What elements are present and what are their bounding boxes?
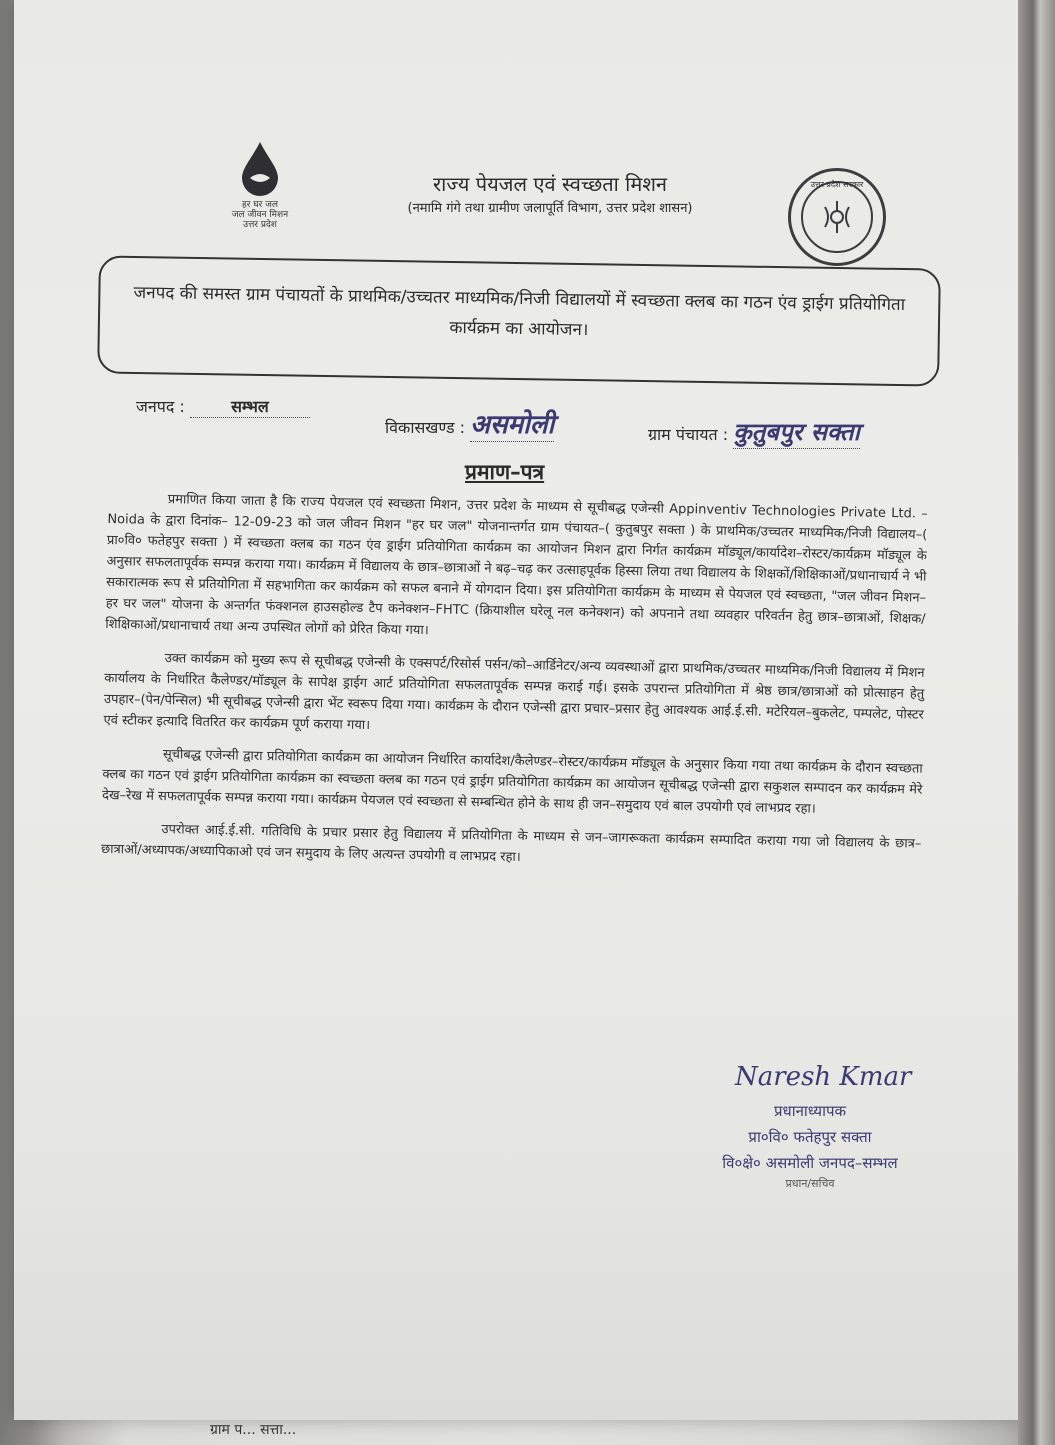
header-subtitle: (नमामि गंगे तथा ग्रामीण जलापूर्ति विभाग, उत्तर प्रदेश शासन) bbox=[407, 201, 693, 216]
body-paragraph-3: सूचीबद्ध एजेन्सी द्वारा प्रतियोगिता कार्यक्रम का आयोजन निर्धारित कार्यादेश/कैलेण्डर–रोस्टर/कार्यक्रम मॉड्यूल के अनुसार किया गया तथा कार्यक्रम के दौरान स्वच्छता क्लब का गठन एवं ड्राईग प्रतियोगिता कार्यक्रम का स्वच्छता क्लब का गठन एवं ड्राईग प्रतियोगिता कार्यक्रम का आयोजन सूचीबद्ध एजेन्सी द्वारा सकुशल सम्पादन कर कार्यक्रम मेरे देख–रेख में सफलतापूर्वक सम्पन्न कराया गया। कार्यक्रम पेयजल एवं स्वच्छता से सम्बन्धित होने के साथ ही जन–समुदाय एवं बाल उपयोगी एवं लाभप्रद रहा। bbox=[101, 747, 923, 817]
panchayat-label: ग्राम पंचायत : bbox=[648, 425, 729, 444]
block-value: असमोली bbox=[470, 405, 554, 442]
certificate-body bbox=[101, 488, 928, 888]
up-government-seal bbox=[788, 168, 886, 266]
background-edge bbox=[1018, 0, 1055, 1445]
logo-line-2: जल जीवन मिशन bbox=[231, 210, 289, 220]
stamp-footer: प्रधान/सचिव bbox=[785, 1177, 835, 1190]
panchayat-field bbox=[648, 415, 860, 449]
seal-text: उत्तर प्रदेश सरकार bbox=[810, 180, 864, 189]
emblem-icon bbox=[801, 181, 873, 253]
stamp-designation: प्रधानाध्यापक bbox=[773, 1102, 847, 1120]
headmaster-stamp bbox=[670, 1098, 950, 1192]
underlying-page-text: ग्राम प... सत्ता... bbox=[210, 1422, 297, 1438]
har-ghar-jal-logo bbox=[215, 140, 305, 230]
district-field bbox=[136, 395, 310, 418]
district-label: जनपद : bbox=[136, 397, 185, 416]
district-value: सम्भल bbox=[231, 397, 269, 416]
block-label: विकासखण्ड : bbox=[385, 418, 466, 437]
body-paragraph-1: प्रमाणित किया जाता है कि राज्य पेयजल एवं स्वच्छता मिशन, उत्तर प्रदेश के माध्यम से सूचीबद्ध एजेन्सी Appinventiv Technologies Private Ltd. – Noida के द्वारा दिनांक– 12-09-23 को जल जीवन मिशन "हर घर जल" योजनान्तर्गत ग्राम पंचायत–( कुतुबपुर सक्ता ) के प्राथमिक/उच्चतर माध्यमिक/निजी विद्यालय–( प्रा०वि० फतेहपुर सक्ता ) में स्वच्छता क्लब का गठन एंव ड्राईग प्रतियोगिता कार्यक्रम का आयोजन मिशन द्वारा निर्गत कार्यक्रम मॉड्यूल/कार्यादेश–रोस्टर/कार्यक्रम मॉड्यूल के अनुसार सफलतापूर्वक सम्पन्न कराया गया। कार्यक्रम में विद्यालय के छात्र–छात्राओं ने बढ़–चढ़ कर उत्साहपूर्वक हिस्सा लिया तथा विद्यालय के शिक्षकों/शिक्षिकाओं/प्रधानाचार्य ने भी सकारात्मक रूप से प्रतियोगिता में सहभागिता कर कार्यक्रम को सफल बनाने में योगदान दिया। इस प्रतियोगिता कार्यक्रम के माध्यम से पेयजल एवं स्वच्छता, "जल जीवन मिशन–हर घर जल" योजना के अन्तर्गत फंक्शनल हाउसहोल्ड टैप कनेक्शन–FHTC (क्रियाशील घरेलू नल कनेक्शन) को अपनाने तथा व्यवहार परिवर्तन हेतु छात्र–छात्राओं, शिक्षक/शिक्षिकाओं/प्रधानाचार्य तथा अन्य उपस्थित लोगों को प्रेरित किया गया। bbox=[105, 492, 928, 639]
handwritten-signature: Naresh Kmar bbox=[735, 1062, 912, 1092]
header-title: राज्य पेयजल एवं स्वच्छता मिशन bbox=[432, 172, 668, 196]
subject-banner bbox=[97, 255, 941, 386]
banner-text: जनपद की समस्त ग्राम पंचायतों के प्राथमिक/उच्चतर माध्यमिक/निजी विद्यालयों में स्वच्छता क्लब का गठन एंव ड्राईग प्रतियोगिता कार्यक्रम का आयोजन। bbox=[133, 282, 906, 341]
logo-line-3: उत्तर प्रदेश bbox=[243, 220, 277, 230]
body-paragraph-4: उपरोक्त आई.ई.सी. गतिविधि के प्रचार प्रसार हेतु विद्यालय में प्रतियोगिता के माध्यम से जन–जागरूकता कार्यक्रम सम्पादित कराया गया जो विद्यालय के छात्र–छात्राओं/अध्यापक/अध्यापिकाओ एवं जन समुदाय के लिए अत्यन्त उपयोगी व लाभप्रद रहा। bbox=[100, 822, 922, 865]
stamp-school: प्रा०वि० फतेहपुर सक्ता bbox=[748, 1128, 872, 1146]
stamp-location: वि०क्षे० असमोली जनपद–सम्भल bbox=[722, 1154, 898, 1172]
logo-line-1: हर घर जल bbox=[242, 200, 278, 210]
water-drop-icon bbox=[236, 140, 284, 196]
block-field bbox=[385, 405, 554, 442]
certificate-title: प्रमाण–पत्र bbox=[465, 460, 545, 484]
panchayat-value: कुतुबपुर सक्ता bbox=[733, 415, 860, 449]
body-paragraph-2: उक्त कार्यक्रम को मुख्य रूप से सूचीबद्ध एजेन्सी के एक्सपर्ट/रिसोर्स पर्सन/को–आर्डिनेटर/अन्य व्यवस्थाओं द्वारा प्राथमिक/उच्चतर माध्यमिक/निजी विद्यालय में मिशन कार्यालय के निर्धारित कैलेण्डर/मॉड्यूल के सापेक्ष ड्राईग आर्ट प्रतियोगिता सफलतापूर्वक सम्पन्न कराई गई। इसके उपरान्त प्रतियोगिता में श्रेष्ठ छात्र/छात्राओं को प्रोत्साहन हेतु उपहार–(पेन/पेन्सिल) भी सूचीबद्ध एजेन्सी द्वारा भेंट स्वरूप दिया गया। कार्यक्रम के दौरान एजेन्सी द्वारा प्रचार–प्रसार हेतु आवश्यक आई.ई.सी. मटेरियल–बुकलेट, पम्पलेट, पोस्टर एवं स्टीकर इत्यादि वितरित कर कार्यक्रम पूर्ण कराया गया। bbox=[103, 651, 925, 734]
